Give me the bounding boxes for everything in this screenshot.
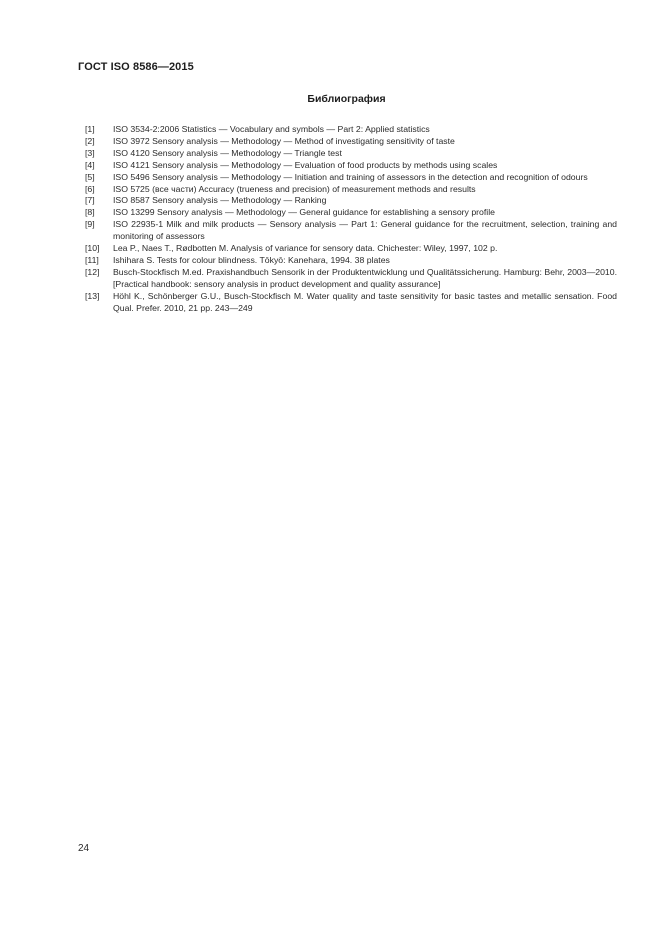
bibliography-entry xyxy=(85,267,617,291)
bibliography-entry-number: [13] xyxy=(85,290,100,301)
bibliography-entry-text: Ishihara S. Tests for colour blindness. Tōkyō: Kanehara, 1994. 38 plates xyxy=(113,254,390,265)
bibliography-entry xyxy=(85,195,617,207)
bibliography-entry-text: Höhl K., Schönberger G.U., Busch-Stockfisch M. Water quality and taste sensitivity for basic tastes and metallic sensation. Food Qual. Prefer. 2010, 21 pp. 243—249 xyxy=(113,290,617,313)
bibliography-entry-text: ISO 13299 Sensory analysis — Methodology — General guidance for establishing a sensory profile xyxy=(113,207,495,218)
bibliography-entry-number: [4] xyxy=(85,159,95,170)
bibliography-entry xyxy=(85,243,617,255)
bibliography-entry-number: [10] xyxy=(85,243,100,254)
bibliography-entry-text: ISO 8587 Sensory analysis — Methodology — Ranking xyxy=(113,195,327,206)
section-title-text: Библиография xyxy=(307,93,386,105)
bibliography-entry-text: ISO 5725 (все части) Accuracy (trueness and precision) of measurement methods and results xyxy=(113,183,476,194)
bibliography-entry-text: ISO 4120 Sensory analysis — Methodology — Triangle test xyxy=(113,147,342,158)
bibliography-entry-number: [6] xyxy=(85,183,95,194)
bibliography-entry xyxy=(85,255,617,267)
bibliography-entry xyxy=(85,124,617,136)
bibliography-entry xyxy=(85,160,617,172)
bibliography-entry xyxy=(85,148,617,160)
bibliography-entry-text: ISO 4121 Sensory analysis — Methodology — Evaluation of food products by methods using scales xyxy=(113,159,498,170)
bibliography-entry-number: [3] xyxy=(85,147,95,158)
document-standard-id: ГОСТ ISO 8586—2015 xyxy=(78,61,194,73)
bibliography-entry-text: ISO 3534-2:2006 Statistics — Vocabulary and symbols — Part 2: Applied statistics xyxy=(113,124,430,134)
bibliography-entry-number: [8] xyxy=(85,207,95,218)
bibliography-entry-text: ISO 22935-1 Milk and milk products — Sensory analysis — Part 1: General guidance for the recruitment, selection, training and monitoring of assessors xyxy=(113,219,617,242)
bibliography-entry-text: Lea P., Naes T., Rødbotten M. Analysis of variance for sensory data. Chichester: Wiley, 1997, 102 p. xyxy=(113,243,498,254)
bibliography-list xyxy=(85,124,617,315)
bibliography-entry xyxy=(85,207,617,219)
bibliography-entry xyxy=(85,172,617,184)
section-title xyxy=(0,93,661,105)
bibliography-entry-number: [1] xyxy=(85,124,95,134)
page-number: 24 xyxy=(78,843,90,854)
bibliography-entry xyxy=(85,219,617,243)
bibliography-entry-number: [7] xyxy=(85,195,95,206)
bibliography-entry-number: [5] xyxy=(85,171,95,182)
bibliography-entry xyxy=(85,291,617,315)
bibliography-entry xyxy=(85,184,617,196)
bibliography-entry-number: [2] xyxy=(85,135,95,146)
bibliography-entry-text: ISO 3972 Sensory analysis — Methodology — Method of investigating sensitivity of taste xyxy=(113,135,455,146)
bibliography-entry-text: Busch-Stockfisch M.ed. Praxishandbuch Sensorik in der Produktentwicklung und Qualitätssicherung. Hamburg: Behr, 2003—2010. [Practical handbook: sensory analysis in product development and quality assurance] xyxy=(113,266,617,289)
bibliography-entry-text: ISO 5496 Sensory analysis — Methodology — Initiation and training of assessors in the detection and recognition of odours xyxy=(113,171,588,182)
bibliography-entry-number: [12] xyxy=(85,266,100,277)
bibliography-entry xyxy=(85,136,617,148)
bibliography-entry-number: [9] xyxy=(85,219,95,230)
bibliography-entry-number: [11] xyxy=(85,254,99,265)
